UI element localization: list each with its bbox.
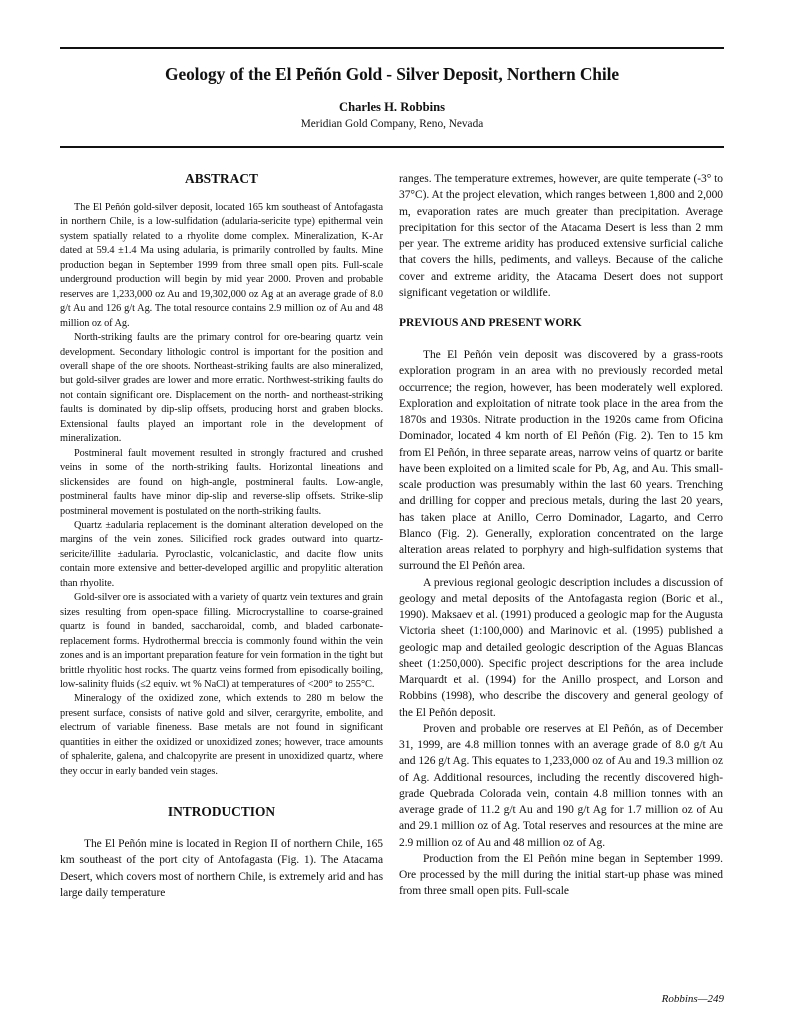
previous-work-heading: PREVIOUS AND PRESENT WORK <box>399 317 582 329</box>
previous-work-paragraph: Production from the El Peñón mine began in September 1999. Ore processed by the mill during the initial start-up phase was mined from three small open pits. Full-scale <box>399 852 723 898</box>
abstract-paragraph: Quartz ±adularia replacement is the dominant alteration developed on the margins of the vein zones. Silicified rock grades outward into quartz-sericite/illite ±adularia. Pyroclastic, volcaniclastic, and dacite flow units contain more extensive and better-developed argillic and propylitic alteration than rhyolite. <box>60 519 383 589</box>
introduction-heading: INTRODUCTION <box>167 804 276 820</box>
previous-work-paragraph: Proven and probable ore reserves at El Peñón, as of December 31, 1999, are 4.8 million tonnes with an average grade of 8.0 g/t Au and 126 g/t Ag. This equates to 1,233,000 oz of Au and 19.3 million oz of Ag. Additional resources, including the recently discovered high-grade Quebrada Colorada vein, contain 4.8 million tonnes with an average grade of 11.2 g/t Au and 190 g/t Ag for 1.7 million oz of Au and 29.1 million oz of Ag. Total reserves and resources at the mine are 2.9 million oz of Au and 48 million oz of Ag. <box>399 722 723 849</box>
author-affiliation: Meridian Gold Company, Reno, Nevada <box>300 118 484 130</box>
introduction-continuation: ranges. The temperature extremes, however, are quite temperate (-3° to 37°C). At the project elevation, which ranges between 1,800 and 2,000 m, evaporation rates are much greater than precipitation. Average precipitation for this sector of the Atacama Desert is less than 2 mm per year. The extreme aridity has produced extensive surficial caliche that covers the hills, pediments, and valleys. Because of the caliche cover and extreme aridity, the Atacama Desert does not support significant vegetation or wildlife. <box>399 173 723 299</box>
abstract-paragraph: Postmineral fault movement resulted in strongly fractured and crushed veins in some of the north-striking faults. Horizontal lineations and slickensides are found on high-angle, postmineral faults. Low-angle, postmineral faults have minor dip-slip and reverse-slip offsets. Strike-slip postmineral movement is postulated on the north-striking faults. <box>60 447 383 517</box>
top-rule <box>60 47 724 49</box>
previous-work-paragraph: The El Peñón vein deposit was discovered by a grass-roots exploration program in an area with no previously recorded metal occurrence; the region, however, has been moderately well explored. Exploration and exploitation of nitrate took place in the area from the 1870s and 1930s. Nitrate production in the 1920s came from Oficina Dominador, located 4 km north of El Peñón (Fig. 2). Ten to 15 km from El Peñón, in three separate areas, narrow veins of quartz or barite have been exploited on a limited scale for Pb, Ag, and Au. This small-scale production was presumably within the last 60 years. Trenching and drilling for copper and precious metals, during the last 20 years, has taken place at Anillo, Cerro Dominador, Lagarto, and Cerro Blanco (Fig. 2). Generally, exploration concentrated on the large alteration areas related to porphyry and high-sulfidation systems that surround the El Peñón area. <box>399 349 723 573</box>
header-rule <box>60 146 724 148</box>
abstract-paragraph: North-striking faults are the primary control for ore-bearing quartz vein development. Secondary lithologic control is important for the position and overall shape of the ore shoots. Northeast-striking faults are also mineralized, but gold-silver grades are lower and more erratic. Northwest-striking faults do not contain significant ore. Displacement on the north- and northeast-striking faults is dominated by dip-slip offsets, producing horst and graben blocks. Extensional faults played an important role in the development of mineralization. <box>60 332 383 445</box>
paper-title: Geology of the El Peñón Gold - Silver Deposit, Northern Chile <box>165 64 619 84</box>
author-name: Charles H. Robbins <box>338 100 446 114</box>
abstract-heading: ABSTRACT <box>185 171 258 186</box>
left-column <box>60 170 383 901</box>
abstract-paragraph: Mineralogy of the oxidized zone, which extends to 280 m below the present surface, consists of native gold and silver, cerargyrite, embolite, and electrum of variable fineness. Base metals are not found in significant quantities in either the oxidized or unoxidized zones; however, trace amounts of sphalerite, galena, and chalcopyrite are present in unoxidized quartz, where they occur in early banded vein stages. <box>60 693 383 777</box>
introduction-paragraph: The El Peñón mine is located in Region II of northern Chile, 165 km southeast of the port city of Antofagasta (Fig. 1). The Atacama Desert, which covers most of northern Chile, is extremely arid and has large daily temperature <box>60 838 383 899</box>
abstract-paragraph: Gold-silver ore is associated with a variety of quartz vein textures and grain sizes resulting from open-space filling. Microcrystalline to coarse-grained quartz is found in banded, saccharoidal, comb, and bladed carbonate-replacement forms. Hydrothermal breccia is commonly found within the vein zones and is an important preparation feature for vein formation in the tight but brittle rhyolitic host rocks. The quartz veins formed from episodically boiling, low-salinity fluids (≤2 equiv. wt % NaCl) at temperatures of <200° to 255°C. <box>60 592 383 690</box>
page-footer: Robbins—249 <box>661 993 724 1005</box>
previous-work-paragraph: A previous regional geologic description includes a discussion of geology and metal deposits of the Antofagasta region (Boric et al., 1990). Maksaev et al. (1991) produced a geologic map for the Augusta Victoria sheet (1:100,000) and Marinovic et al. (1995) published a geologic map and detailed geologic description of the Aguas Blancas sheet (1:250,000). Specific project descriptions for the area include Marquardt et al. (1994) for the Anillo prospect, and Lorson and Robbins (1998), who describe the discovery and general geology of the El Peñón deposit. <box>399 576 723 719</box>
right-column <box>399 171 723 900</box>
abstract-paragraph: The El Peñón gold-silver deposit, located 165 km southeast of Antofagasta in northern Chile, is a low-sulfidation (adularia-sericite type) epithermal vein system spatially related to a rhyolite dome complex. Mineralization, K-Ar dated at 59.4 ±1.4 Ma using adularia, is primarily controlled by faults. Mine production began in September 1999 from three small open pits. Full-scale underground production will begin by mid year 2000. Proven and probable reserves are 1,233,000 oz Au and 19,302,000 oz Ag at an average grade of 8.0 g/t Au and 126 g/t Ag. The total resource contains 2.9 million oz of Au and 48 million oz of Ag. <box>60 202 383 329</box>
